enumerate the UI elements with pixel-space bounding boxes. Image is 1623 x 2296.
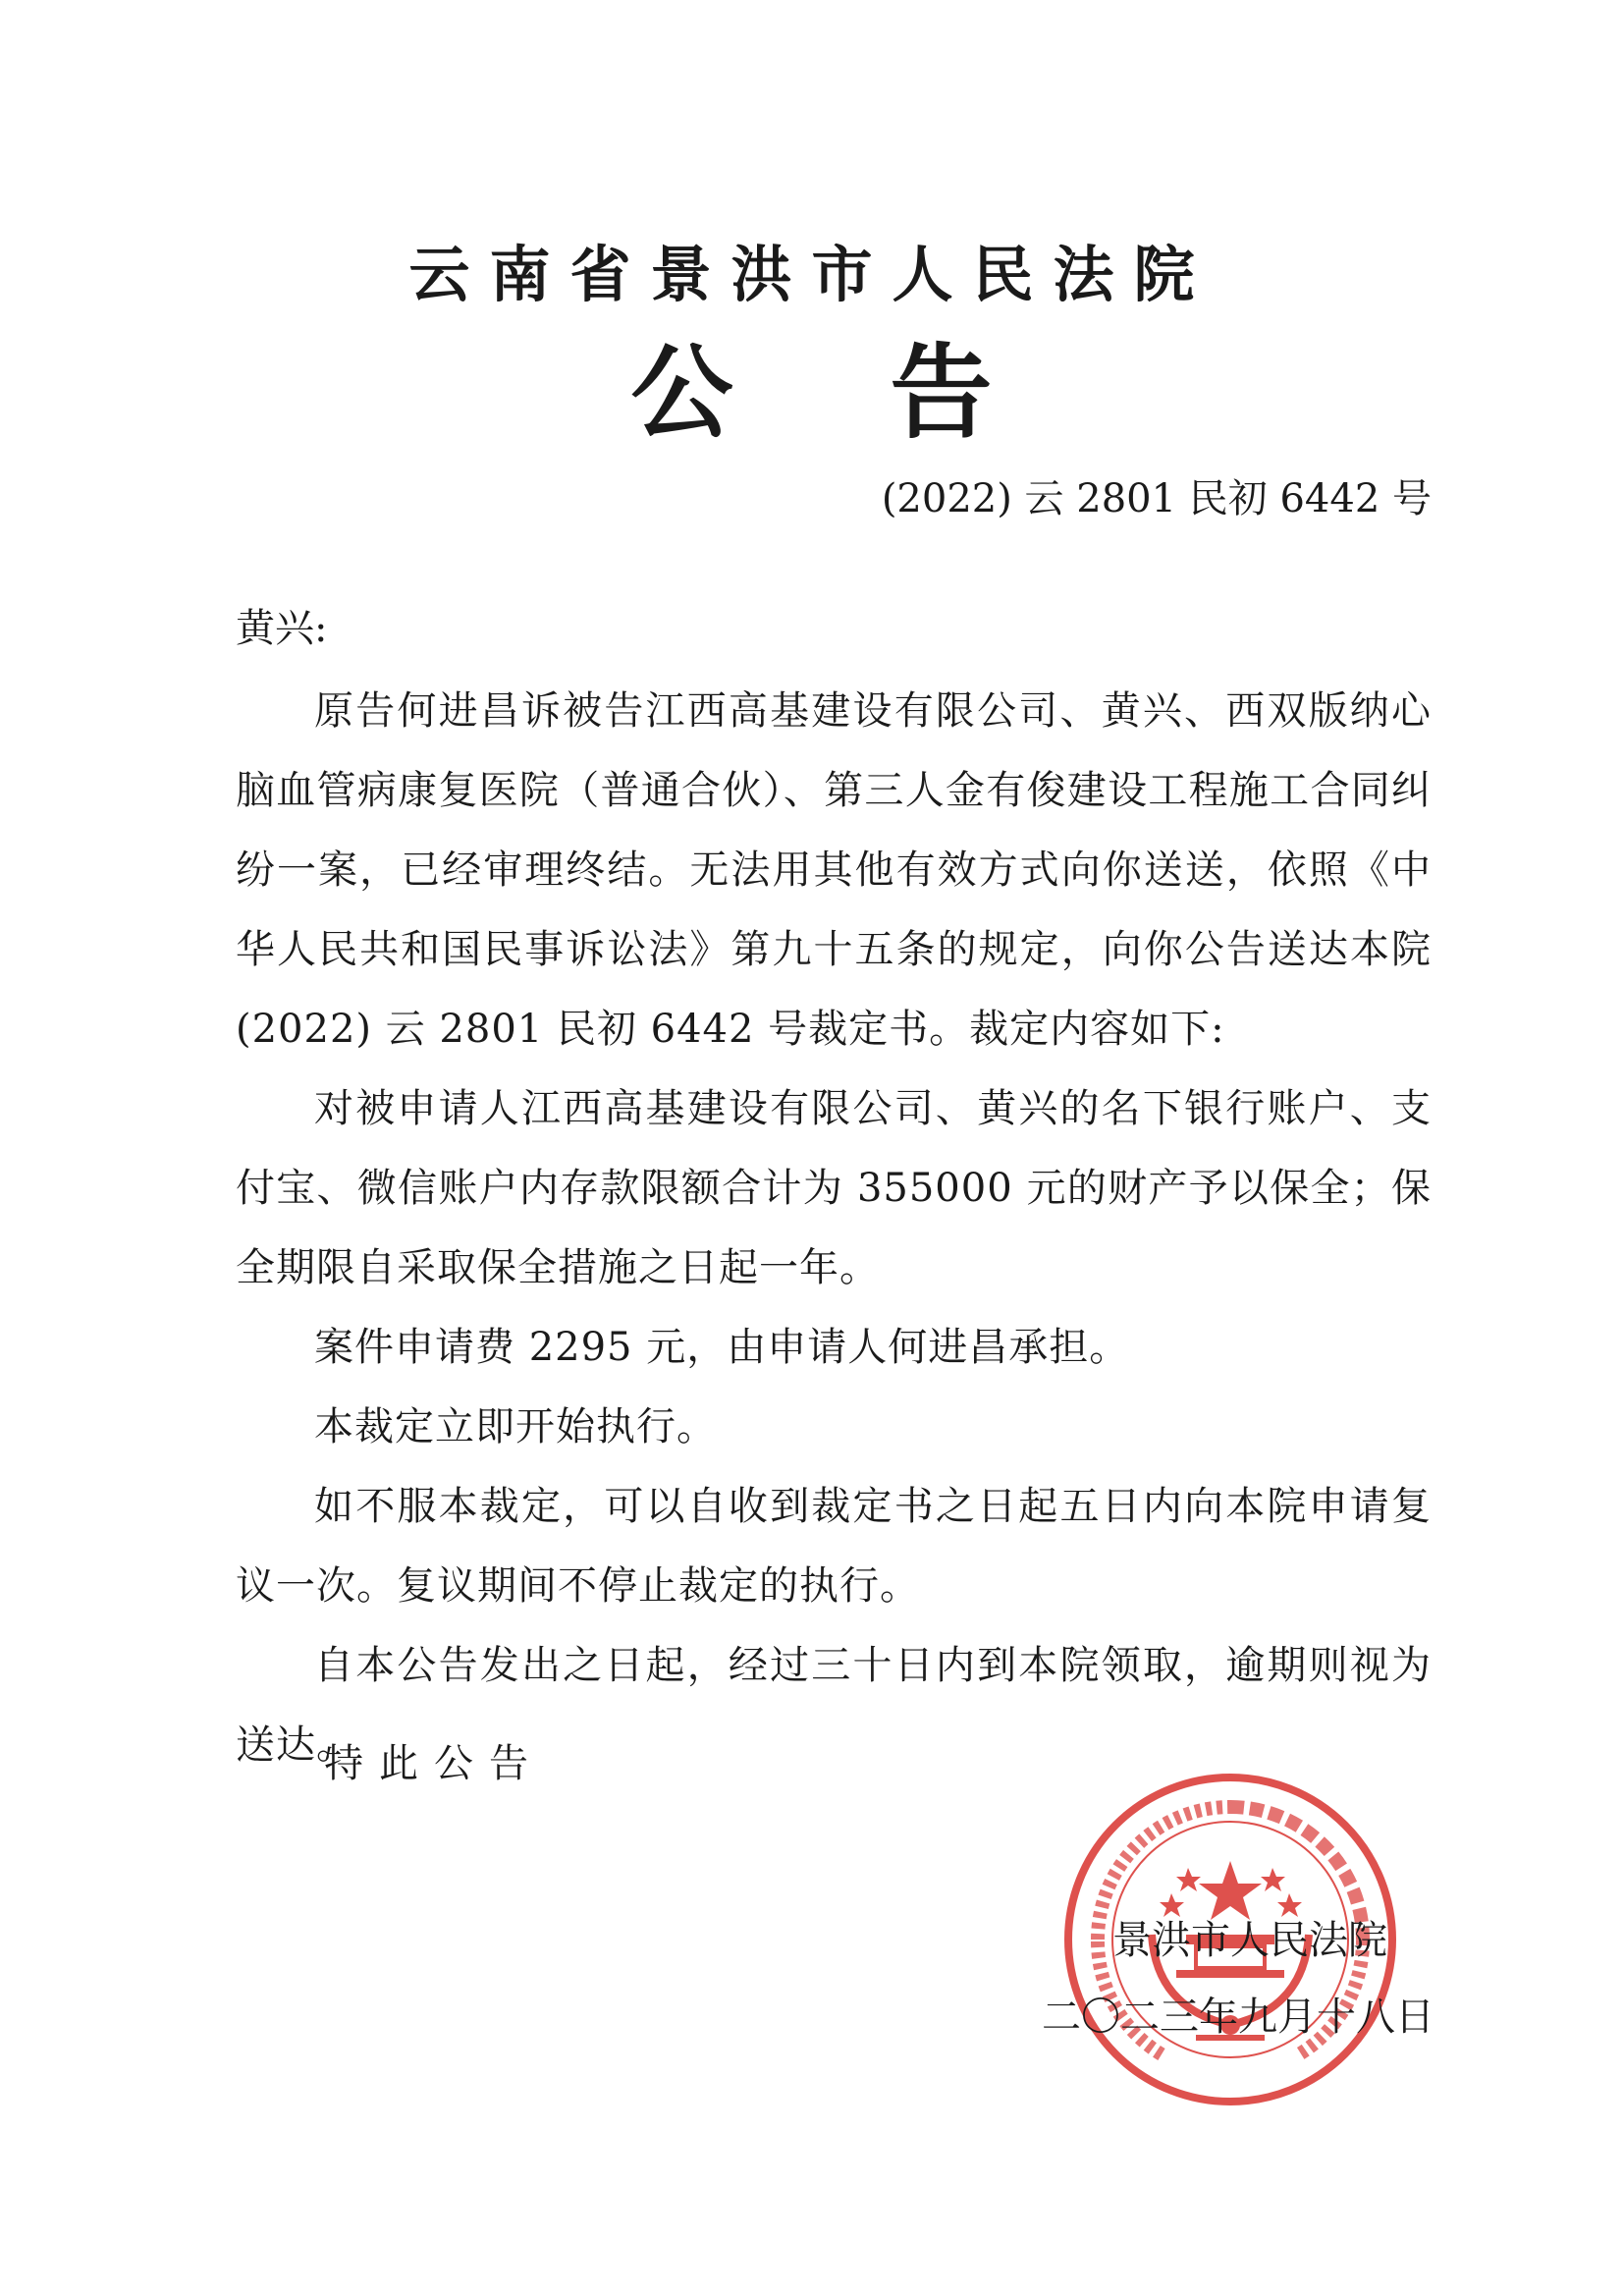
body-paragraph: 本裁定立即开始执行。 (314, 1404, 717, 1449)
title-char-right: 告 (890, 332, 993, 453)
announcement-body (236, 672, 1432, 1785)
closing-phrase: 特此公告 (324, 1741, 544, 1786)
case-number: (2022) 云 2801 民初 6442 号 (881, 476, 1432, 521)
addressee: 黄兴: (236, 606, 328, 651)
signature-court: 景洪市人民法院 (1112, 1918, 1387, 1963)
signature-date: 二〇二三年九月十八日 (1042, 1995, 1434, 2040)
court-name: 云南省景洪市人民法院 (408, 239, 1215, 310)
body-paragraph: 案件申请费 2295 元，由申请人何进昌承担。 (314, 1325, 1130, 1370)
body-paragraph: 自本公告发出之日起，经过三十日内到本院领取，逾期则视为送达。 (236, 1643, 1432, 1768)
document-title (0, 329, 1623, 457)
body-paragraph: 如不服本裁定，可以自收到裁定书之日起五日内向本院申请复议一次。复议期间不停止裁定的执行。 (236, 1484, 1432, 1609)
body-paragraph: 对被申请人江西高基建设有限公司、黄兴的名下银行账户、支付宝、微信账户内存款限额合计为 355000 元的财产予以保全；保全期限自采取保全措施之日起一年。 (236, 1086, 1432, 1290)
body-paragraph: 原告何进昌诉被告江西高基建设有限公司、黄兴、西双版纳心脑血管病康复医院（普通合伙）、第三人金有俊建设工程施工合同纠纷一案，已经审理终结。无法用其他有效方式向你送送，依照《中华人民共和国民事诉讼法》第九十五条的规定，向你公告送达本院 (2022) 云 2801 民初 6442 号裁定书。裁定内容如下: (236, 688, 1432, 1052)
title-char-left: 公 (630, 332, 733, 453)
